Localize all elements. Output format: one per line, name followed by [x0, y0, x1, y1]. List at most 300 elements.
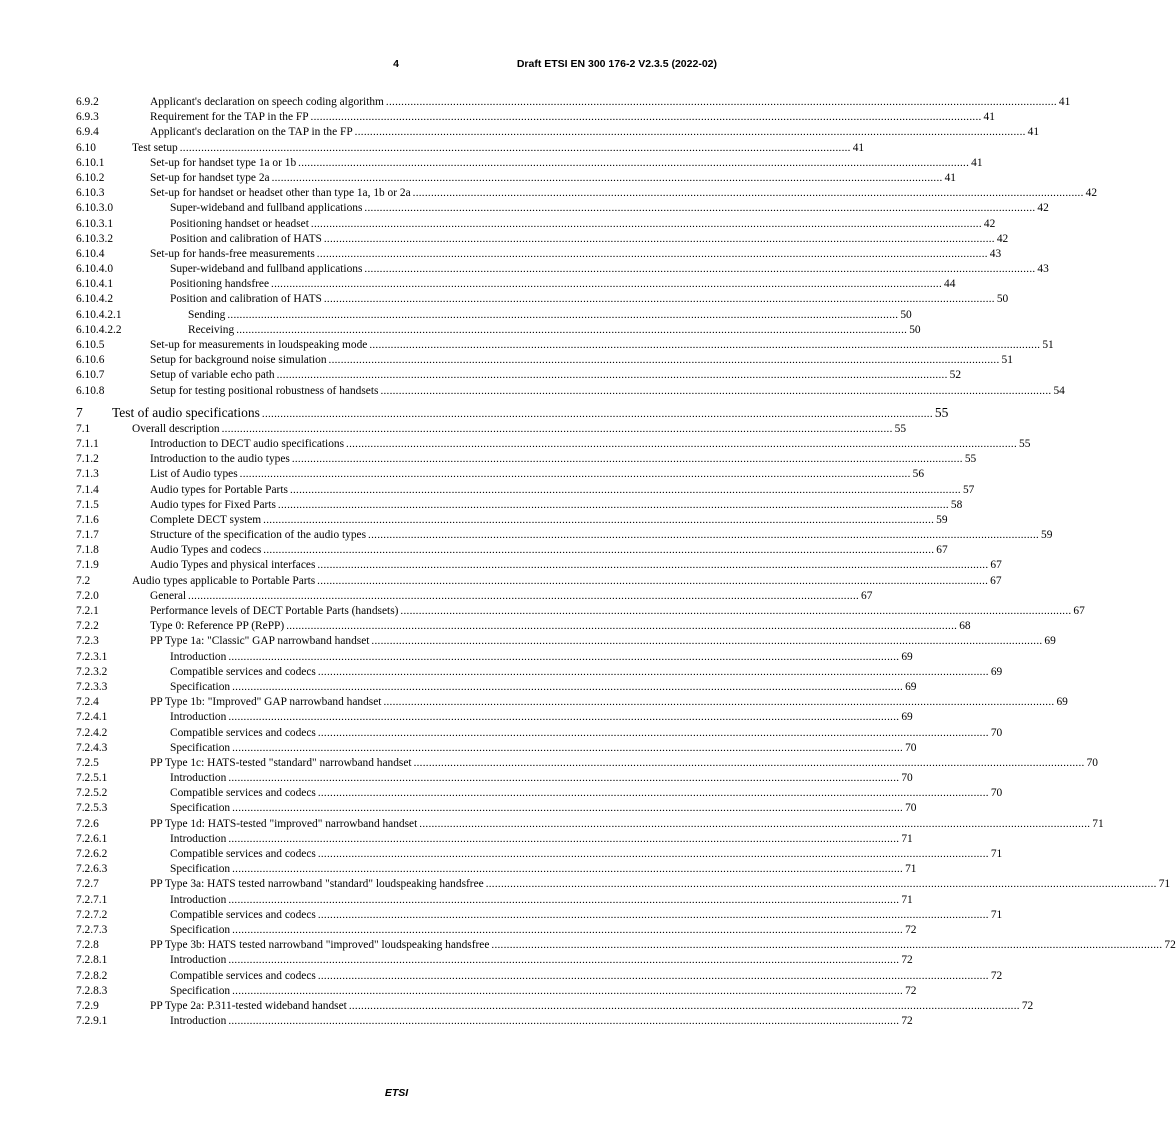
toc-entry-title: General	[150, 589, 187, 602]
toc-entry-page: 41	[971, 156, 983, 169]
toc-entry-title: Introduction	[170, 772, 227, 785]
toc-entry-page: 71	[990, 848, 1003, 860]
toc-entry-number: 7.2.4.3	[76, 741, 108, 754]
toc-entry[interactable]	[76, 452, 977, 467]
toc-entry-page: 54	[1053, 384, 1065, 397]
toc-entry-number: 7.2.3.3	[76, 680, 108, 693]
toc-entry-title: Position and calibration of HATS	[170, 293, 322, 306]
toc-entry-number: 7.2.8.1	[76, 954, 108, 967]
toc-leader-dots: ............................................................................................................................................................................................................................	[413, 756, 1085, 769]
toc-entry-page: 71	[901, 832, 913, 845]
toc-entry-number: 7.2.1	[76, 605, 99, 617]
toc-entry-page: 70	[1086, 756, 1098, 769]
toc-entry-page: 44	[944, 278, 956, 291]
toc-entry-page: 59	[936, 513, 948, 526]
toc-entry[interactable]	[76, 832, 913, 847]
toc-entry[interactable]	[76, 847, 1003, 862]
toc-entry-title: Compatible services and codecs	[170, 969, 316, 982]
toc-entry-number: 6.10.2	[76, 171, 105, 184]
toc-entry-page: 42	[1085, 187, 1098, 200]
toc-entry[interactable]	[76, 771, 913, 786]
toc-entry-page: 52	[949, 369, 962, 382]
toc-leader-dots: ............................................................................................................................................................................................................................	[317, 908, 989, 921]
toc-entry-page: 55	[934, 404, 949, 420]
toc-entry-page: 67	[861, 589, 873, 602]
toc-entry-title: PP Type 1a: "Classic" GAP narrowband handset	[150, 635, 370, 648]
toc-entry[interactable]	[76, 186, 1098, 201]
toc-leader-dots: ............................................................................................................................................................................................................................	[364, 202, 1036, 215]
toc-leader-dots: ............................................................................................................................................................................................................................	[354, 126, 1026, 139]
toc-entry-title: Audio Types and physical interfaces	[150, 559, 316, 572]
toc-entry-number: 7.2.6.2	[76, 848, 108, 860]
toc-entry[interactable]	[76, 483, 975, 498]
toc-entry-title: Introduction	[170, 650, 227, 663]
toc-entry-title: Positioning handsfree	[170, 278, 270, 291]
toc-entry-number: 7.1.8	[76, 544, 99, 557]
toc-leader-dots: ............................................................................................................................................................................................................................	[419, 817, 1091, 830]
toc-entry-page: 72	[901, 1015, 913, 1028]
toc-leader-dots: ............................................................................................................................................................................................................................	[317, 559, 989, 572]
toc-leader-dots: ............................................................................................................................................................................................................................	[228, 711, 900, 724]
toc-entry-number: 7.1.3	[76, 468, 99, 481]
toc-entry-page: 71	[990, 908, 1003, 921]
toc-leader-dots: ............................................................................................................................................................................................................................	[298, 156, 970, 169]
toc-entry-title: Specification	[170, 984, 231, 997]
toc-entry[interactable]	[76, 467, 925, 482]
toc-entry-number: 6.10.4	[76, 247, 105, 260]
toc-entry-number: 7.1	[76, 422, 91, 435]
toc-entry[interactable]	[76, 680, 917, 695]
toc-leader-dots: ............................................................................................................................................................................................................................	[232, 680, 904, 693]
toc-entry-number: 7.2.7	[76, 878, 99, 891]
toc-entry-number: 7.2.5	[76, 756, 99, 769]
toc-entry-title: Sending	[188, 308, 226, 321]
toc-leader-dots: ............................................................................................................................................................................................................................	[179, 141, 851, 154]
toc-entry-number: 7.2.6.3	[76, 863, 108, 876]
toc-entry-title: Overall description	[132, 422, 220, 435]
toc-entry-page: 55	[894, 422, 907, 435]
toc-entry[interactable]	[76, 710, 913, 725]
toc-entry[interactable]	[76, 437, 1031, 452]
toc-entry-page: 71	[1158, 878, 1171, 891]
toc-entry-number: 7.2.3.2	[76, 665, 108, 678]
toc-entry-number: 7.2.8.2	[76, 969, 108, 982]
toc-entry-number: 6.10.3.1	[76, 217, 114, 230]
toc-entry-title: Audio types for Fixed Parts	[150, 498, 276, 511]
toc-entry-number: 7.2.8	[76, 939, 99, 952]
toc-entry-page: 55	[1019, 437, 1031, 450]
toc-entry-page: 72	[1021, 999, 1034, 1012]
toc-entry[interactable]	[76, 353, 1013, 368]
footer-etsi: ETSI	[384, 1087, 409, 1099]
toc-entry-title: Specification	[170, 680, 231, 693]
toc-entry-page: 71	[1092, 817, 1104, 830]
toc-entry-page: 67	[936, 544, 948, 557]
toc-entry[interactable]	[76, 923, 917, 938]
toc-entry-page: 41	[1058, 96, 1071, 108]
toc-entry[interactable]	[76, 543, 948, 558]
toc-entry[interactable]	[76, 665, 1003, 680]
toc-entry-page: 71	[901, 893, 913, 906]
toc-entry-page: 41	[944, 171, 956, 184]
toc-entry-title: PP Type 3a: HATS tested narrowband "standard" loudspeaking handsfree	[150, 878, 484, 891]
toc-entry[interactable]	[76, 110, 995, 125]
toc-entry-number: 6.10.8	[76, 384, 105, 397]
toc-leader-dots: ............................................................................................................................................................................................................................	[277, 498, 949, 511]
toc-entry-number: 7.1.9	[76, 559, 99, 572]
toc-entry-page: 41	[1027, 126, 1040, 139]
toc-entry-title: Compatible services and codecs	[170, 726, 316, 739]
toc-entry[interactable]	[76, 338, 1054, 353]
toc-entry-number: 7.2.3	[76, 635, 99, 648]
toc-entry-number: 7.2.7.2	[76, 908, 108, 921]
toc-entry[interactable]	[76, 404, 949, 422]
toc-entry-page: 50	[996, 293, 1009, 306]
toc-entry[interactable]	[76, 422, 907, 437]
toc-entry[interactable]	[76, 513, 948, 528]
toc-entry[interactable]	[76, 619, 971, 634]
toc-entry-page: 43	[1037, 263, 1049, 276]
toc-leader-dots: ............................................................................................................................................................................................................................	[271, 278, 943, 291]
toc-entry[interactable]	[76, 741, 917, 756]
toc-leader-dots: ............................................................................................................................................................................................................................	[261, 407, 933, 420]
toc-entry-page: 69	[1056, 696, 1068, 709]
toc-entry[interactable]	[76, 308, 912, 323]
toc-entry-number: 7.2.7.3	[76, 923, 108, 936]
toc-entry-title: Receiving	[188, 323, 235, 336]
toc-entry-title: Introduction to the audio types	[150, 453, 290, 466]
toc-leader-dots: ............................................................................................................................................................................................................................	[317, 848, 989, 860]
toc-leader-dots: ............................................................................................................................................................................................................................	[276, 369, 948, 382]
toc-entry-number: 6.10.4.1	[76, 278, 114, 291]
toc-leader-dots: ............................................................................................................................................................................................................................	[317, 574, 989, 587]
toc-entry[interactable]	[76, 969, 1003, 984]
toc-entry-title: Super-wideband and fullband applications	[170, 202, 363, 215]
toc-entry-title: Set-up for handset type 2a	[150, 171, 270, 184]
toc-entry-number: 6.10.4.0	[76, 263, 114, 276]
toc-leader-dots: ............................................................................................................................................................................................................................	[364, 263, 1036, 276]
toc-entry-page: 43	[989, 247, 1002, 260]
toc-entry-number: 7.1.4	[76, 483, 99, 496]
toc-entry-page: 51	[1001, 354, 1013, 367]
toc-leader-dots: ............................................................................................................................................................................................................................	[383, 696, 1055, 709]
toc-entry-page: 72	[901, 954, 913, 967]
toc-entry-number: 7.2.5.1	[76, 772, 108, 785]
toc-entry-number: 7.2.6	[76, 817, 99, 830]
toc-entry-title: Specification	[170, 923, 231, 936]
toc-leader-dots: ............................................................................................................................................................................................................................	[346, 437, 1018, 450]
toc-entry[interactable]	[76, 201, 1049, 216]
document-title: Draft ETSI EN 300 176-2 V2.3.5 (2022-02)	[516, 58, 717, 70]
toc-entry-page: 58	[950, 498, 963, 511]
toc-leader-dots: ............................................................................................................................................................................................................................	[221, 422, 893, 435]
toc-entry-title: PP Type 1c: HATS-tested "standard" narrowband handset	[150, 756, 412, 769]
toc-entry-page: 70	[905, 802, 917, 815]
toc-entry-number: 6.10.4.2	[76, 293, 114, 306]
toc-entry-page: 72	[990, 969, 1003, 982]
toc-entry-title: Specification	[170, 741, 231, 754]
toc-entry-title: Super-wideband and fullband applications	[170, 263, 363, 276]
toc-entry-page: 70	[905, 741, 917, 754]
toc-entry[interactable]	[76, 277, 956, 292]
toc-entry-page: 72	[1164, 939, 1176, 952]
toc-entry[interactable]	[76, 984, 917, 999]
toc-entry[interactable]	[76, 217, 996, 232]
toc-entry-page: 70	[901, 772, 913, 785]
toc-entry-title: Specification	[170, 863, 231, 876]
toc-entry-number: 6.10.5	[76, 339, 105, 351]
toc-entry-number: 7.2.2	[76, 620, 99, 633]
toc-leader-dots: ............................................................................................................................................................................................................................	[368, 529, 1040, 542]
toc-entry-number: 7.2.3.1	[76, 650, 108, 663]
toc-entry-number: 6.10.3.0	[76, 202, 114, 215]
toc-entry-title: Compatible services and codecs	[170, 665, 316, 678]
toc-entry-number: 7.1.6	[76, 513, 99, 526]
toc-entry-title: Introduction	[170, 1015, 227, 1028]
toc-entry-number: 7.2.8.3	[76, 984, 108, 997]
toc-leader-dots: ............................................................................................................................................................................................................................	[227, 308, 899, 321]
toc-entry[interactable]	[76, 908, 1003, 923]
toc-entry-page: 71	[905, 863, 917, 876]
toc-leader-dots: ............................................................................................................................................................................................................................	[317, 726, 989, 739]
toc-entry[interactable]	[76, 999, 1034, 1014]
toc-entry-number: 7.1.5	[76, 498, 99, 511]
toc-entry-number: 7.2.4	[76, 696, 99, 709]
toc-entry-page: 42	[983, 217, 996, 230]
toc-leader-dots: ............................................................................................................................................................................................................................	[271, 171, 943, 184]
toc-entry[interactable]	[76, 604, 1085, 619]
toc-leader-dots: ............................................................................................................................................................................................................................	[323, 232, 995, 245]
toc-entry-page: 56	[912, 468, 925, 481]
toc-entry-title: PP Type 3b: HATS tested narrowband "improved" loudspeaking handsfree	[150, 939, 490, 952]
toc-entry-title: Positioning handset or headset	[170, 217, 309, 230]
toc-entry-page: 42	[1037, 202, 1049, 215]
toc-entry[interactable]	[76, 938, 1176, 953]
toc-leader-dots: ............................................................................................................................................................................................................................	[228, 772, 900, 785]
toc-entry[interactable]	[76, 877, 1171, 892]
toc-entry[interactable]	[76, 323, 921, 338]
toc-entry-page: 55	[964, 453, 977, 466]
toc-entry-page: 67	[990, 574, 1002, 587]
toc-leader-dots: ............................................................................................................................................................................................................................	[228, 893, 900, 906]
toc-leader-dots: ............................................................................................................................................................................................................................	[232, 923, 904, 936]
toc-leader-dots: ............................................................................................................................................................................................................................	[400, 605, 1072, 617]
toc-leader-dots: ............................................................................................................................................................................................................................	[348, 999, 1020, 1012]
toc-entry-title: List of Audio types	[150, 468, 238, 481]
toc-entry-number: 6.9.4	[76, 126, 99, 139]
toc-entry-page: 50	[909, 323, 921, 336]
toc-entry-number: 7.2.7.1	[76, 893, 108, 906]
toc-leader-dots: ............................................................................................................................................................................................................................	[228, 954, 900, 967]
toc-entry[interactable]	[76, 368, 962, 383]
toc-entry-page: 41	[983, 111, 995, 124]
toc-leader-dots: ............................................................................................................................................................................................................................	[236, 323, 908, 336]
toc-entry[interactable]	[76, 1014, 913, 1029]
toc-entry[interactable]	[76, 141, 865, 156]
toc-leader-dots: ............................................................................................................................................................................................................................	[316, 247, 988, 260]
toc-entry[interactable]	[76, 558, 1002, 573]
toc-entry-page: 70	[990, 787, 1003, 800]
toc-entry[interactable]	[76, 786, 1003, 801]
toc-entry[interactable]	[76, 893, 913, 908]
toc-leader-dots: ............................................................................................................................................................................................................................	[228, 650, 900, 663]
toc-entry[interactable]	[76, 817, 1104, 832]
toc-leader-dots: ............................................................................................................................................................................................................................	[385, 96, 1057, 108]
toc-leader-dots: ............................................................................................................................................................................................................................	[310, 111, 982, 124]
toc-entry[interactable]	[76, 695, 1068, 710]
toc-leader-dots: ............................................................................................................................................................................................................................	[485, 878, 1157, 891]
toc-entry-title: Performance levels of DECT Portable Parts (handsets)	[150, 605, 399, 617]
toc-entry-title: Test setup	[132, 141, 178, 154]
toc-entry-title: Introduction	[170, 893, 227, 906]
toc-leader-dots: ............................................................................................................................................................................................................................	[239, 468, 911, 481]
toc-leader-dots: ............................................................................................................................................................................................................................	[380, 384, 1052, 397]
toc-entry-number: 6.10.6	[76, 354, 105, 367]
toc-entry-title: Audio types for Portable Parts	[150, 483, 288, 496]
toc-entry-number: 6.10.3	[76, 187, 105, 200]
toc-entry-title: Setup of variable echo path	[150, 369, 275, 382]
toc-entry[interactable]	[76, 156, 983, 171]
toc-entry-number: 7	[76, 404, 83, 420]
toc-entry-title: Set-up for handset or headset other than type 1a, 1b or 2a	[150, 187, 411, 200]
toc-entry-number: 6.10.4.2.2	[76, 323, 122, 336]
toc-entry-page: 69	[901, 711, 913, 724]
toc-entry-number: 6.10.4.2.1	[76, 308, 122, 321]
toc-entry[interactable]	[76, 232, 1009, 247]
toc-entry[interactable]	[76, 574, 1002, 589]
toc-entry-title: Structure of the specification of the audio types	[150, 529, 367, 542]
toc-leader-dots: ............................................................................................................................................................................................................................	[232, 984, 904, 997]
page-number: 4	[393, 58, 399, 70]
toc-entry-page: 57	[962, 483, 975, 496]
toc-leader-dots: ............................................................................................................................................................................................................................	[369, 339, 1041, 351]
toc-entry-title: PP Type 1d: HATS-tested "improved" narrowband handset	[150, 817, 418, 830]
toc-leader-dots: ............................................................................................................................................................................................................................	[323, 293, 995, 306]
toc-leader-dots: ............................................................................................................................................................................................................................	[228, 1015, 900, 1028]
toc-entry[interactable]	[76, 95, 1071, 110]
toc-leader-dots: ............................................................................................................................................................................................................................	[317, 665, 989, 678]
toc-entry-number: 7.2.6.1	[76, 832, 108, 845]
toc-entry-page: 67	[990, 559, 1002, 572]
toc-entry-page: 69	[990, 665, 1003, 678]
toc-entry[interactable]	[76, 650, 913, 665]
toc-entry-title: Applicant's declaration on the TAP in the FP	[150, 126, 353, 139]
toc-leader-dots: ............................................................................................................................................................................................................................	[263, 544, 935, 557]
toc-entry-number: 7.2.0	[76, 589, 99, 602]
toc-entry-page: 50	[900, 308, 912, 321]
toc-entry-page: 68	[959, 620, 971, 633]
toc-entry-page: 69	[1044, 635, 1056, 648]
toc-entry-page: 69	[901, 650, 913, 663]
toc-entry-number: 7.1.2	[76, 453, 99, 466]
toc-entry-number: 6.10.1	[76, 156, 105, 169]
toc-entry-page: 42	[996, 232, 1009, 245]
toc-entry[interactable]	[76, 125, 1040, 140]
toc-entry-title: Set-up for handset type 1a or 1b	[150, 156, 297, 169]
toc-entry[interactable]	[76, 292, 1009, 307]
toc-leader-dots: ............................................................................................................................................................................................................................	[263, 513, 935, 526]
toc-leader-dots: ............................................................................................................................................................................................................................	[228, 832, 900, 845]
toc-leader-dots: ............................................................................................................................................................................................................................	[289, 483, 961, 496]
toc-entry-title: Position and calibration of HATS	[170, 232, 322, 245]
toc-leader-dots: ............................................................................................................................................................................................................................	[317, 787, 989, 800]
toc-entry-title: Audio types applicable to Portable Parts	[132, 574, 316, 587]
toc-entry[interactable]	[76, 384, 1065, 399]
toc-entry-page: 51	[1042, 339, 1054, 351]
toc-entry-page: 69	[905, 680, 917, 693]
toc-entry[interactable]	[76, 498, 963, 513]
toc-entry-title: Set-up for measurements in loudspeaking mode	[150, 339, 368, 351]
toc-entry-number: 7.2.4.2	[76, 726, 108, 739]
toc-entry-page: 59	[1041, 529, 1053, 542]
toc-leader-dots: ............................................................................................................................................................................................................................	[232, 802, 904, 815]
toc-entry-title: Compatible services and codecs	[170, 848, 316, 860]
toc-entry[interactable]	[76, 528, 1053, 543]
toc-leader-dots: ............................................................................................................................................................................................................................	[188, 589, 860, 602]
toc-entry-title: PP Type 1b: "Improved" GAP narrowband handset	[150, 696, 382, 709]
toc-entry-number: 6.10.7	[76, 369, 105, 382]
toc-entry[interactable]	[76, 756, 1098, 771]
toc-entry[interactable]	[76, 726, 1003, 741]
toc-entry[interactable]	[76, 171, 956, 186]
toc-entry-number: 7.2	[76, 574, 91, 587]
toc-entry-title: Setup for testing positional robustness of handsets	[150, 384, 379, 397]
toc-entry-page: 41	[852, 141, 865, 154]
toc-leader-dots: ............................................................................................................................................................................................................................	[232, 741, 904, 754]
toc-entry-title: Introduction	[170, 954, 227, 967]
toc-entry[interactable]	[76, 634, 1056, 649]
toc-entry-page: 67	[1073, 605, 1085, 617]
toc-entry-title: Complete DECT system	[150, 513, 262, 526]
toc-entry-title: Set-up for hands-free measurements	[150, 247, 315, 260]
toc-entry-title: Compatible services and codecs	[170, 787, 316, 800]
toc-entry-title: Test of audio specifications	[112, 404, 260, 420]
toc-leader-dots: ............................................................................................................................................................................................................................	[491, 939, 1163, 952]
toc-entry-title: Introduction to DECT audio specifications	[150, 437, 345, 450]
toc-entry-title: Applicant's declaration on speech coding algorithm	[150, 96, 384, 108]
toc-entry-page: 70	[990, 726, 1003, 739]
toc-entry-title: Compatible services and codecs	[170, 908, 316, 921]
toc-entry[interactable]	[76, 801, 917, 816]
toc-entry-title: Type 0: Reference PP (RePP)	[150, 620, 285, 633]
toc-entry-page: 72	[905, 923, 917, 936]
toc-entry-title: Introduction	[170, 711, 227, 724]
toc-entry[interactable]	[76, 247, 1002, 262]
toc-entry-number: 7.1.1	[76, 437, 99, 450]
toc-entry-number: 7.2.5.2	[76, 787, 108, 800]
toc-entry-number: 7.2.9.1	[76, 1015, 108, 1028]
toc-leader-dots: ............................................................................................................................................................................................................................	[371, 635, 1043, 648]
toc-entry[interactable]	[76, 953, 913, 968]
toc-leader-dots: ............................................................................................................................................................................................................................	[286, 620, 958, 633]
toc-entry[interactable]	[76, 589, 873, 604]
toc-leader-dots: ............................................................................................................................................................................................................................	[317, 969, 989, 982]
toc-entry[interactable]	[76, 262, 1049, 277]
toc-entry-title: Introduction	[170, 832, 227, 845]
toc-entry-number: 6.9.3	[76, 111, 99, 124]
table-of-contents	[76, 95, 1176, 1029]
toc-entry[interactable]	[76, 862, 917, 877]
toc-entry-number: 6.10	[76, 141, 96, 154]
toc-entry-page: 72	[905, 984, 917, 997]
toc-leader-dots: ............................................................................................................................................................................................................................	[232, 863, 904, 876]
toc-entry-number: 7.1.7	[76, 529, 99, 542]
toc-entry-title: Setup for background noise simulation	[150, 354, 327, 367]
toc-entry-number: 7.2.5.3	[76, 802, 108, 815]
toc-entry-number: 7.2.9	[76, 999, 99, 1012]
toc-entry-title: Audio Types and codecs	[150, 544, 262, 557]
toc-entry-number: 6.10.3.2	[76, 232, 114, 245]
